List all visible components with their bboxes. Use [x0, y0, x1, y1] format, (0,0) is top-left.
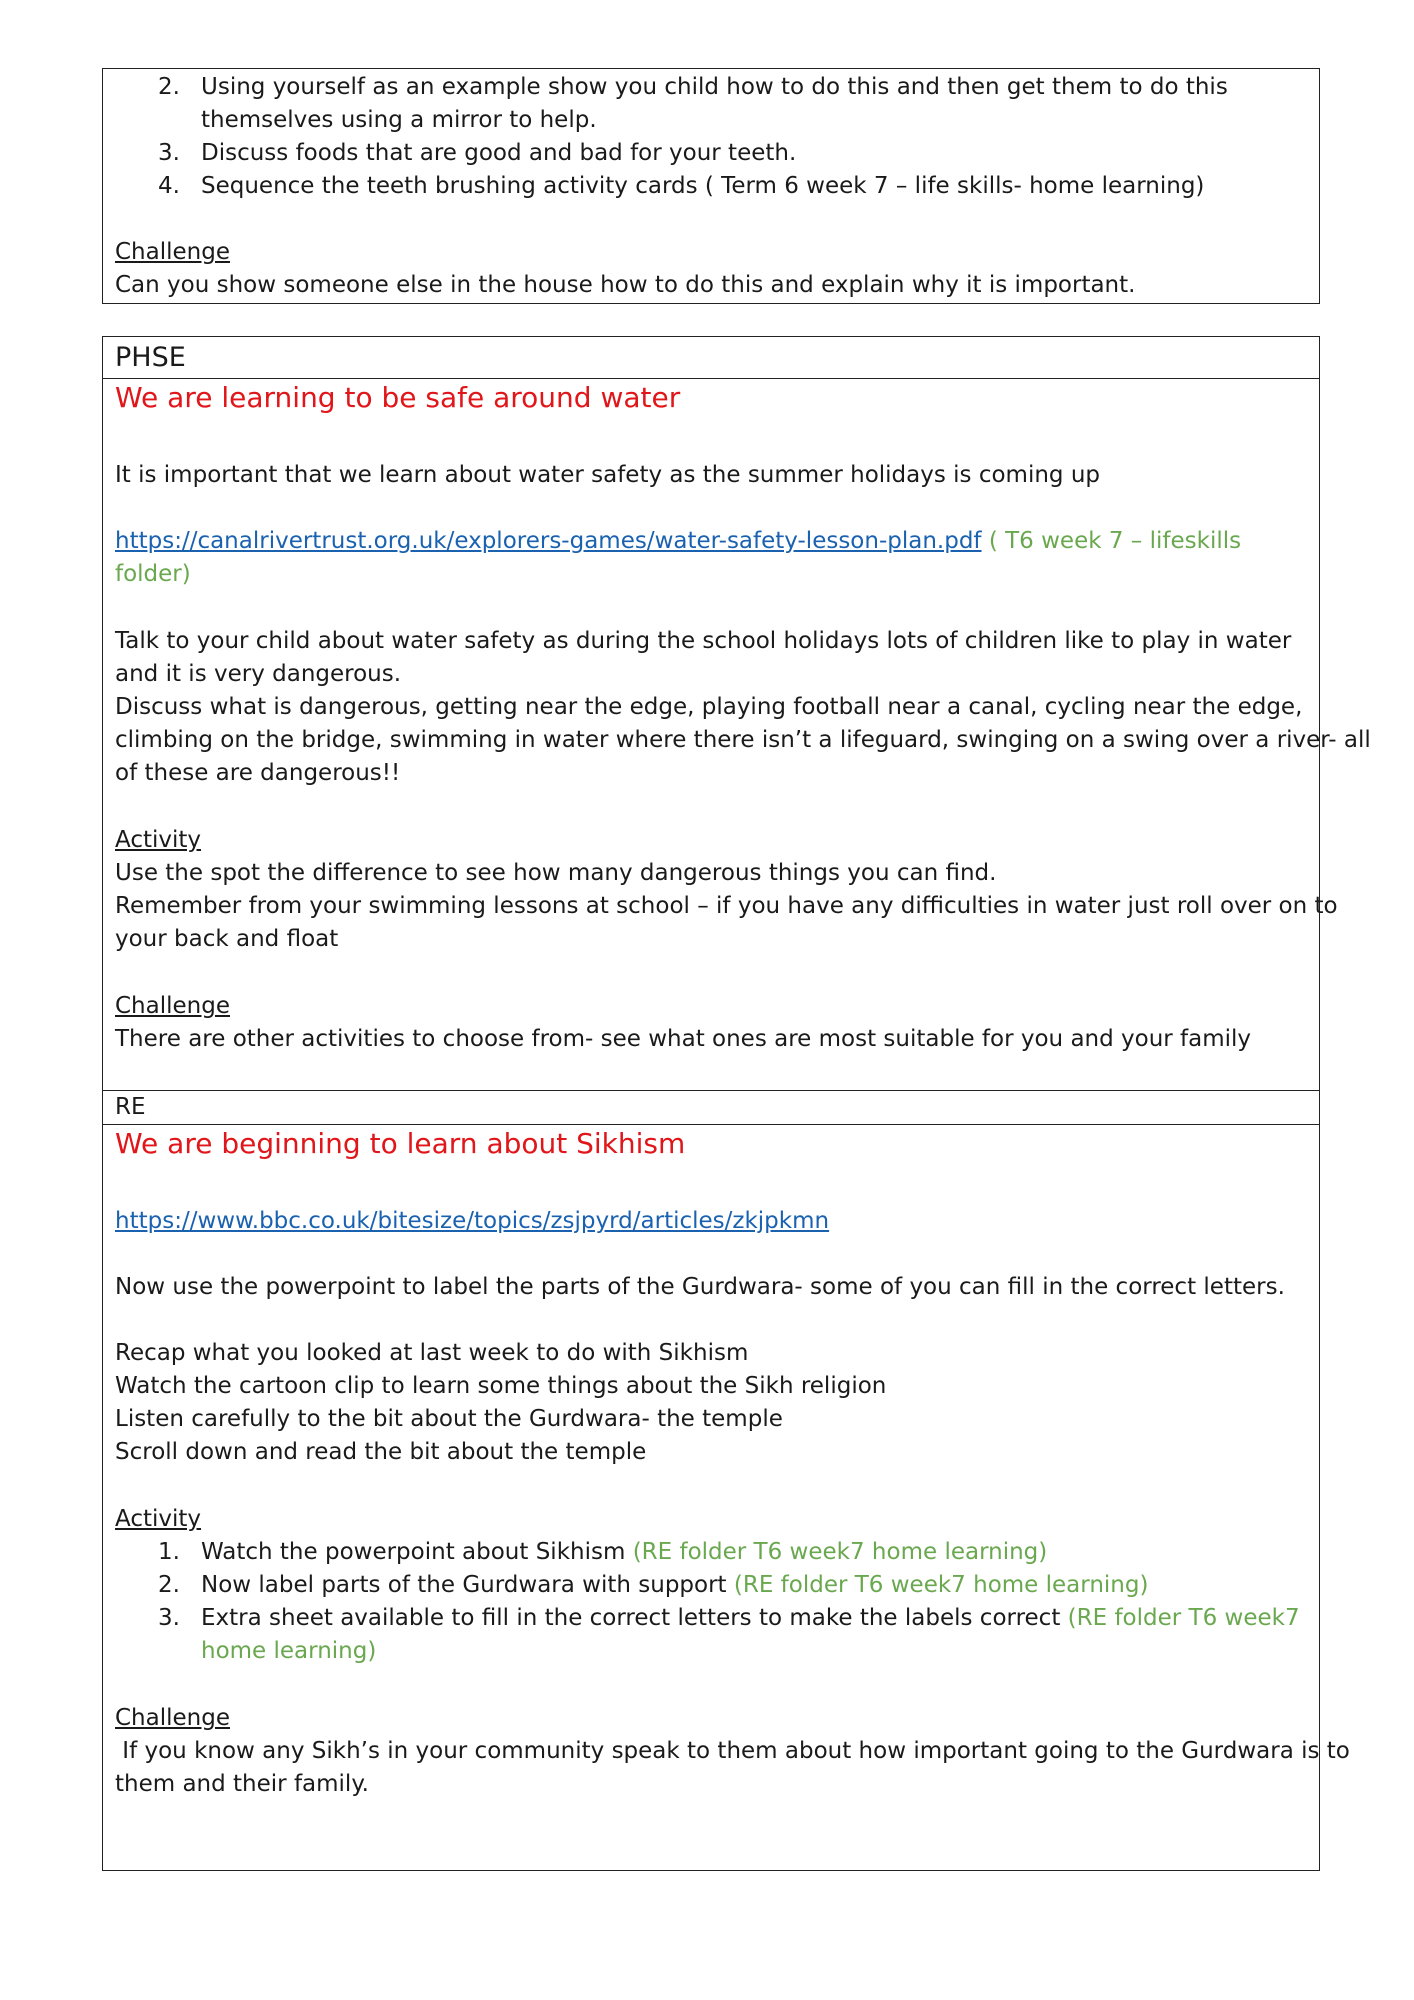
- folder-note: ( T6 week 7 – lifeskills: [988, 528, 1242, 554]
- list-number: 1.: [158, 1539, 180, 1565]
- water-safety-link[interactable]: https://canalrivertrust.org.uk/explorers-games/water-safety-lesson-plan.pdf: [115, 528, 982, 554]
- list-item-text: [201, 1569, 1148, 1602]
- section-name: RE: [115, 1094, 146, 1120]
- activity-text: Watch the powerpoint about Sikhism: [201, 1539, 633, 1565]
- re-header-divider: [102, 1090, 1320, 1125]
- list-number: 2.: [158, 74, 180, 100]
- body-text: Use the spot the difference to see how many dangerous things you can find.: [115, 860, 997, 886]
- challenge-heading: Challenge: [115, 993, 230, 1019]
- bbc-bitesize-link[interactable]: https://www.bbc.co.uk/bitesize/topics/zsjpyrd/articles/zkjpkmn: [115, 1208, 830, 1234]
- body-text: Watch the cartoon clip to learn some things about the Sikh religion: [115, 1373, 887, 1399]
- list-number: 3.: [158, 1605, 180, 1631]
- body-text: Recap what you looked at last week to do with Sikhism: [115, 1340, 749, 1366]
- body-text: climbing on the bridge, swimming in water where there isn’t a lifeguard, swinging on a swing over a river- all: [115, 727, 1371, 753]
- challenge-heading: Challenge: [115, 239, 230, 265]
- challenge-heading: Challenge: [115, 1705, 230, 1731]
- body-text: of these are dangerous!!: [115, 760, 401, 786]
- list-item-text: [201, 1602, 1300, 1635]
- section-title: We are learning to be safe around water: [115, 381, 681, 414]
- activity-heading: Activity: [115, 827, 202, 853]
- list-number: 2.: [158, 1572, 180, 1598]
- list-item-text: Discuss foods that are good and bad for your teeth.: [201, 140, 797, 166]
- intro-text: It is important that we learn about water safety as the summer holidays is coming up: [115, 462, 1101, 488]
- body-text: Scroll down and read the bit about the temple: [115, 1439, 647, 1465]
- list-number: 3.: [158, 140, 180, 166]
- body-text: your back and float: [115, 926, 339, 952]
- list-item-text: Using yourself as an example show you child how to do this and then get them to do this: [201, 74, 1228, 100]
- body-text: Discuss what is dangerous, getting near the edge, playing football near a canal, cycling near the edge,: [115, 694, 1303, 720]
- list-item-text: [201, 1536, 1047, 1569]
- list-item-text: themselves using a mirror to help.: [201, 107, 597, 133]
- body-text: Talk to your child about water safety as during the school holidays lots of children like to play in water: [115, 628, 1292, 654]
- folder-note: folder): [115, 561, 191, 587]
- section-name: PHSE: [115, 342, 186, 373]
- list-item-text: Sequence the teeth brushing activity cards ( Term 6 week 7 – life skills- home learning): [201, 173, 1205, 199]
- folder-note: (RE folder T6 week7: [1067, 1605, 1300, 1631]
- body-text: Remember from your swimming lessons at school – if you have any difficulties in water just roll over on to: [115, 893, 1338, 919]
- challenge-text: There are other activities to choose from- see what ones are most suitable for you and your family: [115, 1026, 1252, 1052]
- activity-text: Extra sheet available to fill in the correct letters to make the labels correct: [201, 1605, 1068, 1631]
- folder-note: home learning): [201, 1638, 377, 1664]
- link-line: [115, 525, 1241, 558]
- activity-text: Now label parts of the Gurdwara with support: [201, 1572, 734, 1598]
- phse-header-divider: [102, 336, 1320, 379]
- activity-heading: Activity: [115, 1506, 202, 1532]
- body-text: Now use the powerpoint to label the parts of the Gurdwara- some of you can fill in the correct letters.: [115, 1274, 1285, 1300]
- challenge-text: Can you show someone else in the house how to do this and explain why it is important.: [115, 272, 1136, 298]
- challenge-text: them and their family.: [115, 1771, 369, 1797]
- list-number: 4.: [158, 173, 180, 199]
- folder-note: (RE folder T6 week7 home learning): [632, 1539, 1048, 1565]
- section-title: We are beginning to learn about Sikhism: [115, 1127, 686, 1160]
- body-text: Listen carefully to the bit about the Gurdwara- the temple: [115, 1406, 783, 1432]
- body-text: and it is very dangerous.: [115, 661, 402, 687]
- challenge-text: If you know any Sikh’s in your community speak to them about how important going to the Gurdwara is to: [115, 1738, 1350, 1764]
- folder-note: (RE folder T6 week7 home learning): [733, 1572, 1149, 1598]
